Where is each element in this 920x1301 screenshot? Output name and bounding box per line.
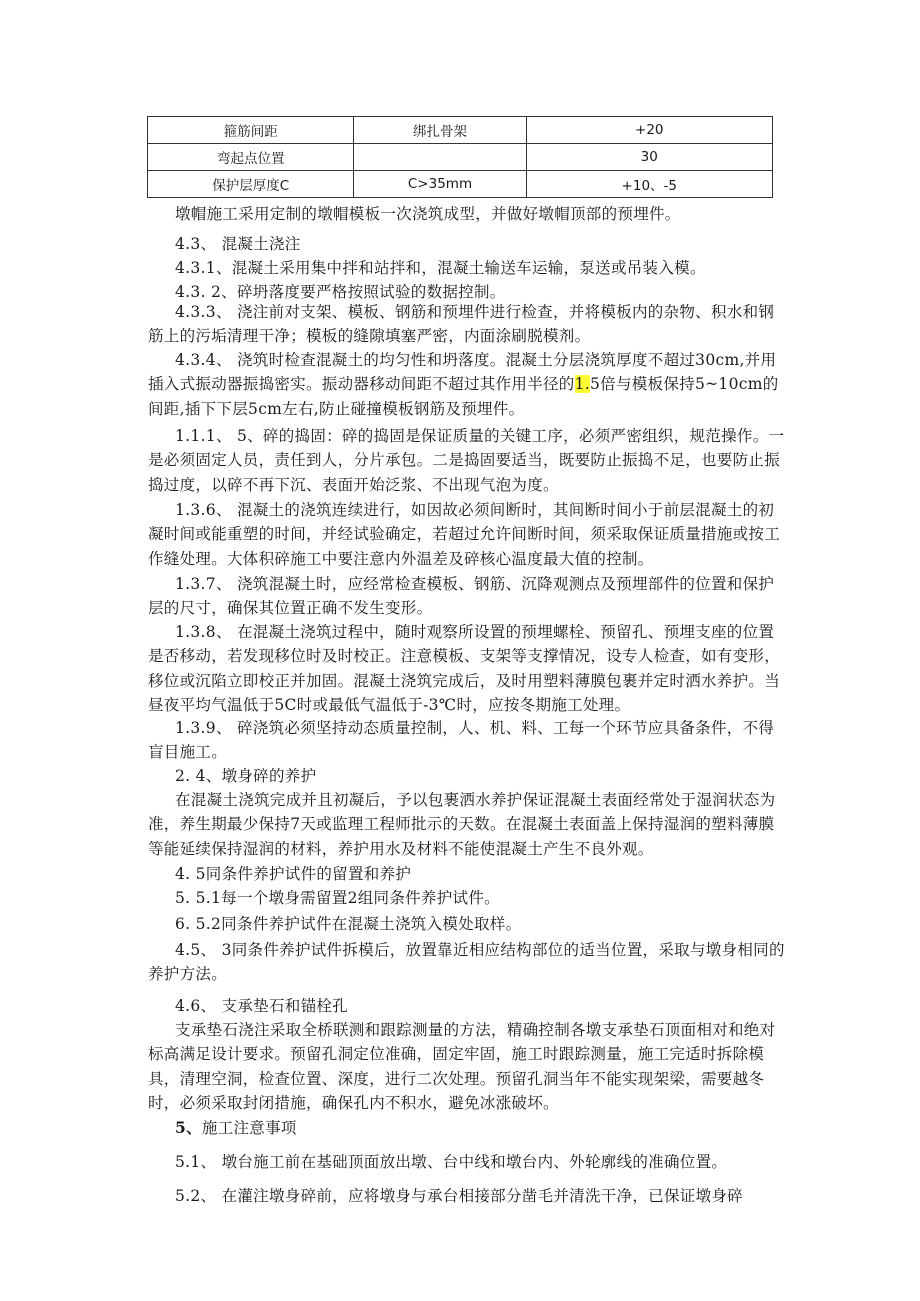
paragraph: 4.3.1、混凝土采用集中拌和站拌和，混凝土输送车运输，泵送或吊装入模。 (175, 259, 706, 277)
paragraph: 墩帽施工采用定制的墩帽模板一次浇筑成型，并做好墩帽顶部的预埋件。 (175, 205, 681, 223)
paragraph: 1.3.7、 浇筑混凝土时，应经常检查模板、钢筋、沉降观测点及预埋部件的位置和保护层的尺寸，确保其位置正确不发生变形。 (148, 575, 775, 618)
paragraph: 支承垫石浇注采取全桥联测和跟踪测量的方法，精确控制各墩支承垫石顶面相对和绝对标高满足设计要求。预留孔洞定位准确，固定牢固，施工时跟踪测量，施工完适时拆除模具，清理空洞，检查位置、深度，进行二次处理。预留孔洞当年不能实现架梁，需要越冬时，必须采取封闭措施，确保孔内不积水，避免冰涨破坏。 (148, 1021, 776, 1113)
paragraph: 5.1、 墩台施工前在基础顶面放出墩、台中线和墩台内、外轮廓线的准确位置。 (175, 1153, 728, 1171)
body-text (148, 1116, 788, 1140)
text-run: 5倍与模板保持5~10cm的间距,插下下层5cm左右,防止碰撞模板钢筋及预埋件。 (148, 375, 779, 418)
paragraph: 4.5、 3同条件养护试件拆模后，放置靠近相应结构部位的适当位置，采取与墩身相同的养护方法。 (148, 941, 785, 984)
table-row (148, 117, 773, 144)
body-text (148, 716, 788, 765)
body-text (148, 256, 788, 280)
table-cell: +20 (526, 117, 772, 144)
paragraph: 1.3.6、 混凝土的浇筑连续进行，如因故必须间断时，其间断时间小于前层混凝土的初凝时间或能重塑的时间，并经试验确定，若超过允许间断时间，须采取保证质量措施或按工作缝处理。大体积碎施工中要注意内外温差及碎核心温度最大值的控制。 (148, 501, 781, 568)
paragraph: 1.3.8、 在混凝土浇筑过程中，随时观察所设置的预埋螺栓、预留孔、预埋支座的位置是否移动，若发现移位时及时校正。注意模板、支架等支撑情况，设专人检查，如有变形，移位或沉陷立即校正并加固。混凝土浇筑完成后，及时用塑料薄膜包裹并定时洒水养护。当昼夜平均气温低于5C时或最低气温低于-3℃时，应按冬期施工处理。 (148, 623, 781, 715)
body-text (148, 912, 788, 936)
body-text (148, 202, 788, 226)
paragraph: 1.1.1、 5、碎的捣固：碎的捣固是保证质量的关键工序，必须严密组织，规范操作。一是必须固定人员，责任到人，分片承包。二是捣固要适当，既要防止振捣不足，也要防止振捣过度，以碎不再下沉、表面开始泛浆、不出现气泡为度。 (148, 427, 785, 494)
section-heading (148, 1116, 788, 1140)
body-text (148, 994, 788, 1018)
body-text (148, 572, 788, 621)
body-text (148, 424, 788, 497)
paragraph: 在混凝土浇筑完成并且初凝后，予以包裹洒水养护保证混凝土表面经常处于湿润状态为准，养生期最少保持7天或监理工程师批示的天数。在混凝土表面盖上保持湿润的塑料薄膜等能延续保持湿润的材料，养护用水及材料不能使混凝土产生不良外观。 (148, 791, 776, 858)
body-text (148, 498, 788, 571)
section-number: 5、 (175, 1118, 202, 1137)
body-text (148, 620, 788, 718)
paragraph: 5.2、 在灌注墩身碎前，应将墩身与承台相接部分凿毛并清洗干净，已保证墩身碎 (175, 1187, 743, 1205)
table-cell (354, 144, 526, 171)
table-cell: C>35mm (354, 171, 526, 198)
paragraph: 5. 5.1每一个墩身需留置2组同条件养护试件。 (175, 889, 500, 907)
table-cell: +10、-5 (526, 171, 772, 198)
tolerance-table (147, 116, 773, 198)
section-heading: 4.3、 混凝土浇注 (175, 235, 301, 253)
table-cell: 30 (526, 144, 772, 171)
paragraph: 4.3. 2、碎坍落度要严格按照试验的数据控制。 (175, 283, 506, 301)
body-text (148, 938, 788, 987)
section-title: 施工注意事项 (201, 1119, 297, 1137)
body-text (148, 1184, 788, 1208)
body-text (148, 788, 788, 861)
table-row (148, 144, 773, 171)
table-cell: 保护层厚度C (148, 171, 354, 198)
body-text (148, 1150, 788, 1174)
section-heading: 4.6、 支承垫石和锚栓孔 (175, 997, 348, 1015)
highlighted-text: 1. (574, 375, 590, 394)
paragraph: 1.3.9、 碎浇筑必须坚持动态质量控制，人、机、料、工每一个环节应具备条件，不得盲目施工。 (148, 719, 775, 762)
body-text (148, 764, 788, 788)
body-text (148, 1018, 788, 1116)
body-text (148, 886, 788, 910)
table-cell: 弯起点位置 (148, 144, 354, 171)
body-text (148, 232, 788, 256)
body-text (148, 348, 788, 421)
body-text (148, 300, 788, 349)
section-heading: 4. 5同条件养护试件的留置和养护 (175, 865, 412, 883)
paragraph (148, 348, 788, 421)
table-cell: 箍筋间距 (148, 117, 354, 144)
text-run: 4.3.4、 浇筑时检查混凝土的均匀性和坍落度。混凝土分层浇筑厚度不超过30cm,并用插入式振动器振捣密实。振动器移动间距不超过其作用半径的 (148, 351, 777, 394)
table-cell: 绑扎骨架 (354, 117, 526, 144)
body-text (148, 862, 788, 886)
section-heading: 2. 4、墩身碎的养护 (175, 767, 317, 785)
table-row (148, 171, 773, 198)
paragraph: 6. 5.2同条件养护试件在混凝土浇筑入模处取样。 (175, 915, 522, 933)
paragraph: 4.3.3、 浇注前对支架、模板、钢筋和预埋件进行检查，并将模板内的杂物、积水和钢筋上的污垢清理干净；模板的缝隙填塞严密，内面涂刷脱模剂。 (148, 303, 775, 346)
